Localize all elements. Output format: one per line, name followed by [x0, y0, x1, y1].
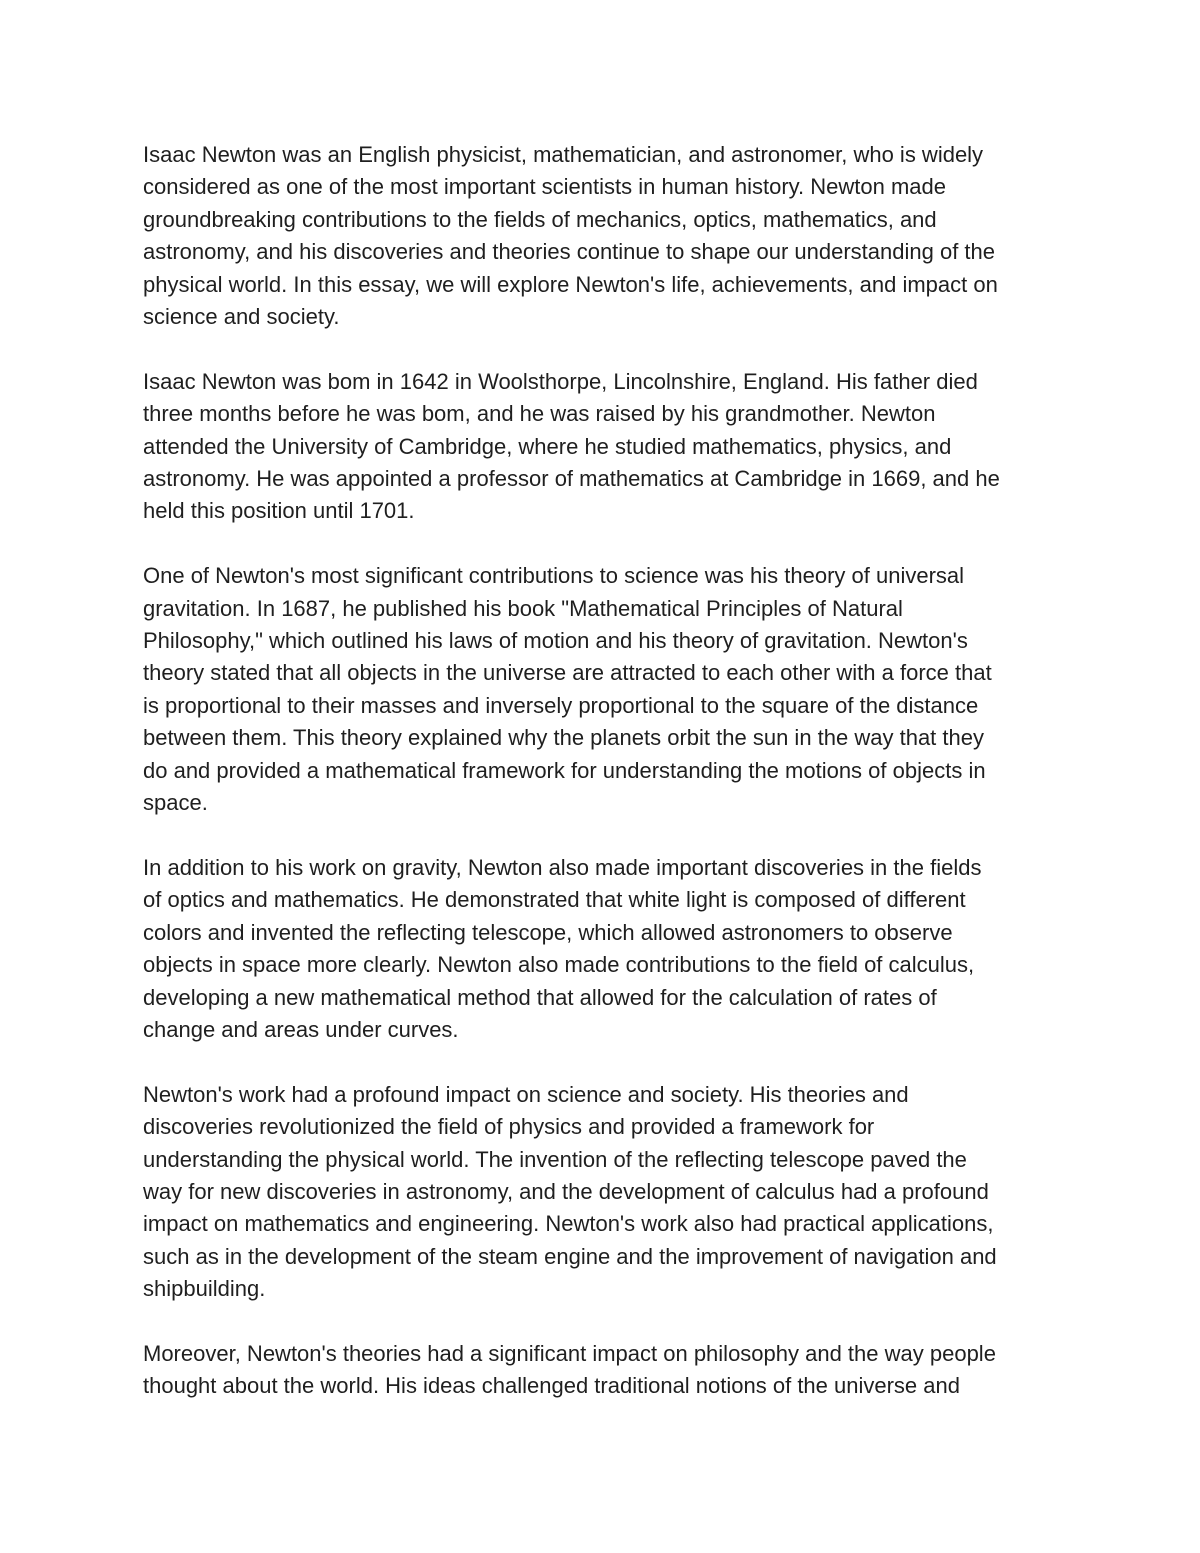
paragraph [143, 139, 1068, 333]
text-line: groundbreaking contributions to the fields of mechanics, optics, mathematics, and [143, 206, 937, 232]
text-line: physical world. In this essay, we will explore Newton's life, achievements, and impact on [143, 271, 998, 297]
text-line: attended the University of Cambridge, where he studied mathematics, physics, and [143, 433, 952, 459]
text-line: Newton's work had a profound impact on science and society. His theories and [143, 1081, 909, 1107]
paragraph [143, 1338, 1068, 1403]
text-line: shipbuilding. [143, 1276, 266, 1302]
text-line: objects in space more clearly. Newton also made contributions to the field of calculus, [143, 952, 975, 978]
text-line: is proportional to their masses and inversely proportional to the square of the distance [143, 692, 979, 718]
text-line: Isaac Newton was an English physicist, mathematician, and astronomer, who is widely [143, 142, 984, 167]
paragraph [143, 852, 1068, 1046]
text-line: thought about the world. His ideas challenged traditional notions of the universe and [143, 1373, 960, 1399]
text-line: Isaac Newton was bom in 1642 in Woolsthorpe, Lincolnshire, England. His father died [143, 368, 978, 394]
text-line: Philosophy," which outlined his laws of motion and his theory of gravitation. Newton's [143, 628, 968, 654]
text-line: In addition to his work on gravity, Newton also made important discoveries in the fields [143, 854, 982, 880]
text-line: colors and invented the reflecting telescope, which allowed astronomers to observe [143, 919, 953, 945]
text-line: of optics and mathematics. He demonstrated that white light is composed of different [143, 887, 966, 913]
paragraph [143, 560, 1068, 819]
text-line: discoveries revolutionized the field of physics and provided a framework for [143, 1114, 875, 1140]
text-line: considered as one of the most important scientists in human history. Newton made [143, 174, 946, 200]
text-line: theory stated that all objects in the universe are attracted to each other with a force that [143, 660, 992, 686]
paragraph [143, 366, 1068, 528]
text-line: between them. This theory explained why the planets orbit the sun in the way that they [143, 725, 984, 751]
text-line: developing a new mathematical method that allowed for the calculation of rates of [143, 984, 937, 1010]
text-line: astronomy, and his discoveries and theories continue to shape our understanding of the [143, 239, 996, 265]
text-line: understanding the physical world. The invention of the reflecting telescope paved the [143, 1146, 967, 1172]
text-line: gravitation. In 1687, he published his book "Mathematical Principles of Natural [143, 595, 903, 621]
text-line: space. [143, 790, 208, 816]
text-line: Moreover, Newton's theories had a significant impact on philosophy and the way people [143, 1340, 996, 1366]
paragraph [143, 1079, 1068, 1306]
text-line: One of Newton's most significant contributions to science was his theory of universal [143, 563, 965, 589]
text-line: way for new discoveries in astronomy, and the development of calculus had a profound [143, 1178, 989, 1204]
text-line: held this position until 1701. [143, 498, 415, 524]
text-line: three months before he was bom, and he was raised by his grandmother. Newton [143, 401, 936, 427]
text-line: change and areas under curves. [143, 1016, 459, 1042]
text-line: do and provided a mathematical framework for understanding the motions of objects in [143, 757, 986, 783]
document-body [143, 139, 1068, 1435]
text-line: science and society. [143, 304, 340, 330]
text-line: impact on mathematics and engineering. Newton's work also had practical applications, [143, 1211, 994, 1237]
text-line: such as in the development of the steam engine and the improvement of navigation and [143, 1243, 997, 1269]
text-line: astronomy. He was appointed a professor of mathematics at Cambridge in 1669, and he [143, 466, 1000, 492]
